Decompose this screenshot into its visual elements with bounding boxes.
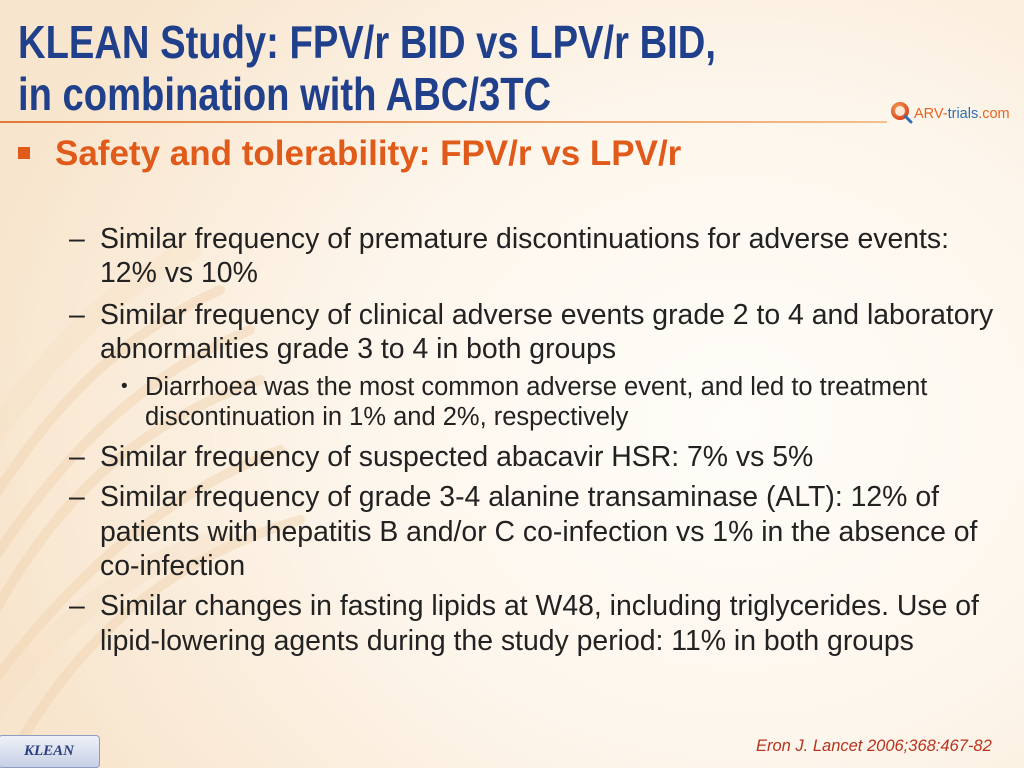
dash-marker: – (69, 481, 85, 513)
logo-suffix: .com (978, 106, 1010, 122)
bullet-line: Similar frequency of premature discontinuations for adverse events: (100, 223, 949, 255)
logo-prefix: ARV- (914, 106, 948, 122)
logo-wordmark (914, 105, 1010, 123)
bullet-line: Similar frequency of clinical adverse events grade 2 to 4 and laboratory (100, 299, 994, 331)
dash-marker: – (69, 441, 85, 473)
title-divider-rule (0, 121, 887, 123)
arv-trials-logo (887, 97, 1015, 129)
footer-klean-label: KLEAN (23, 743, 74, 759)
bullet-line: abnormalities grade 3 to 4 in both groups (100, 333, 617, 365)
section-heading: Safety and tolerability: FPV/r vs LPV/r (55, 134, 682, 173)
bullet-line: Similar frequency of grade 3-4 alanine transaminase (ALT): 12% of (100, 481, 939, 513)
title-line-2: in combination with ABC/3TC (18, 68, 552, 120)
footer-klean-button[interactable] (0, 735, 100, 768)
dash-marker: – (69, 590, 85, 622)
dash-marker: – (69, 299, 85, 331)
sub-bullet-line: Diarrhoea was the most common adverse event, and led to treatment (145, 373, 928, 401)
arv-trials-logo-icon (889, 100, 913, 124)
bullet-line: lipid-lowering agents during the study period: 11% in both groups (100, 625, 914, 657)
bullet-line: co-infection (100, 550, 246, 582)
logo-name: trials (947, 106, 979, 122)
bullet-line: 12% vs 10% (100, 257, 258, 289)
square-bullet-icon (18, 147, 30, 159)
bullet-line: patients with hepatitis B and/or C co-infection vs 1% in the absence of (100, 516, 978, 548)
dash-marker: – (69, 223, 85, 255)
title-line-1: KLEAN Study: FPV/r BID vs LPV/r BID, (18, 16, 716, 68)
bullet-line: Similar changes in fasting lipids at W48, including triglycerides. Use of (100, 590, 979, 622)
bullet-line: Similar frequency of suspected abacavir HSR: 7% vs 5% (100, 441, 814, 473)
sub-bullet-line: discontinuation in 1% and 2%, respectively (145, 403, 629, 431)
dot-marker: • (121, 376, 128, 397)
citation: Eron J. Lancet 2006;368:467-82 (756, 737, 992, 755)
